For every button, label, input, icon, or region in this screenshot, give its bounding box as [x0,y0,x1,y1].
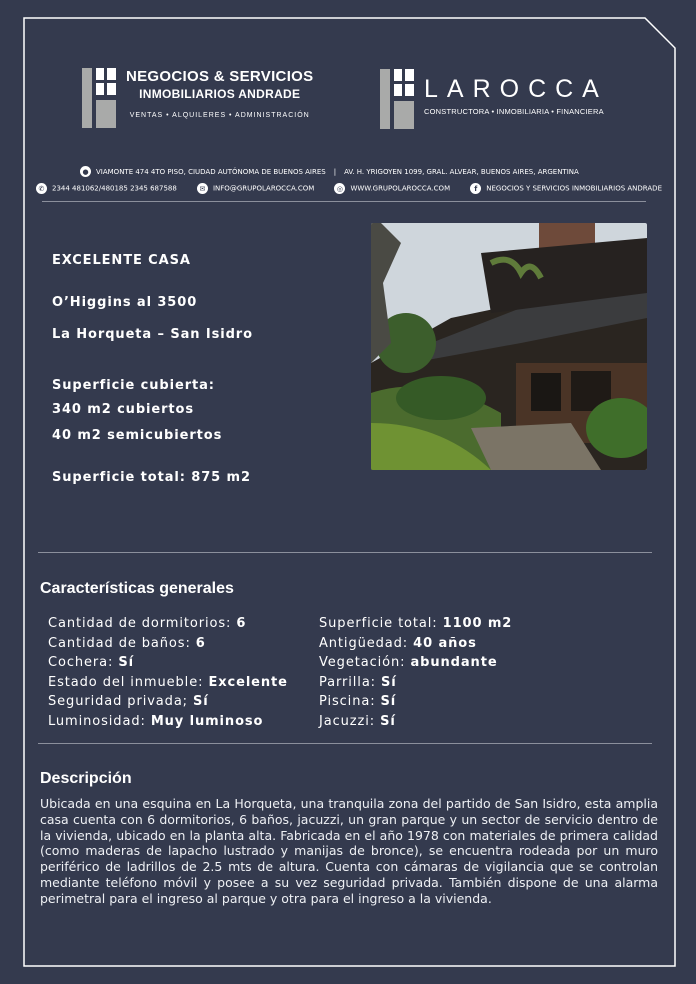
feature-value: Sí [118,655,134,670]
website-contact[interactable] [334,183,450,194]
feature-value: Sí [381,674,397,690]
feature-label: Luminosidad: [48,713,146,729]
phone-contact [36,183,177,194]
contact-addresses [80,166,600,177]
feature-value: abundante [410,655,498,670]
facebook-icon: f [470,183,481,194]
feature-row [48,634,288,654]
property-photo [371,223,647,470]
covered-surface-value: 340 m2 cubiertos [52,402,195,417]
email-icon: ✉ [197,183,208,194]
semicovered-surface-value: 40 m2 semicubiertos [52,428,223,443]
website-link[interactable]: WWW.GRUPOLAROCCA.COM [350,184,451,193]
brand-andrade-line2: INMOBILIARIOS ANDRADE [139,87,301,101]
feature-value: 6 [195,635,206,651]
feature-label: Cantidad de dormitorios: [48,616,232,631]
header-divider [42,201,646,202]
feature-value: Excelente [208,674,288,690]
feature-label: Parrilla: [319,674,376,690]
phone-text: 2344 481062/480185 2345 687588 [52,184,177,193]
feature-label: Superficie total: [319,616,438,631]
feature-value: 40 años [413,635,477,651]
property-area: La Horqueta – San Isidro [52,327,253,342]
larocca-logo-mark-icon [380,69,414,129]
feature-value: Muy luminoso [150,713,264,729]
feature-row [48,614,288,634]
feature-label: Vegetación: [319,655,406,670]
feature-row [319,634,512,654]
logo-larocca [380,69,608,129]
contact-channels [36,183,662,194]
feature-row [319,692,512,712]
globe-icon: ◎ [334,183,345,194]
feature-label: Seguridad privada; [48,694,188,709]
feature-value: Sí [380,713,396,729]
feature-label: Antigüedad: [319,635,409,651]
feature-value: Sí [380,694,397,709]
facebook-contact[interactable] [470,183,662,194]
feature-row [319,653,512,673]
address-buenos-aires: VIAMONTE 474 4TO PISO, CIUDAD AUTÓNOMA DE BUENOS AIRES [96,167,326,176]
features-left-column [48,614,288,731]
divider-description-top [38,743,652,744]
address-gral-alvear: AV. H. YRIGOYEN 1099, GRAL. ALVEAR, BUENOS AIRES, ARGENTINA [344,167,579,176]
phone-icon: ✆ [36,183,47,194]
brand-andrade-line1: NEGOCIOS & SERVICIOS [126,68,314,85]
total-surface: Superficie total: 875 m2 [52,470,251,485]
feature-row [319,712,512,732]
email-link[interactable]: INFO@GRUPOLAROCCA.COM [212,184,315,193]
features-title: Características generales [40,580,234,597]
feature-row [319,673,512,693]
feature-label: Cantidad de baños: [48,635,191,651]
location-pin-icon: ● [80,166,91,177]
covered-surface-label: Superficie cubierta: [52,378,215,393]
feature-row [48,653,288,673]
email-contact[interactable] [197,183,314,194]
facebook-link[interactable]: NEGOCIOS Y SERVICIOS INMOBILIARIOS ANDRADE [486,184,662,193]
logo-andrade [82,68,313,128]
feature-label: Estado del inmueble: [48,674,204,690]
feature-value: 1100 m2 [442,616,513,631]
description-title: Descripción [40,770,132,787]
feature-label: Cochera: [48,655,114,670]
feature-label: Piscina: [319,694,376,709]
feature-row [48,673,288,693]
brand-larocca-tagline: CONSTRUCTORA • INMOBILIARIA • FINANCIERA [424,107,604,116]
description-text: Ubicada en una esquina en La Horqueta, una tranquila zona del partido de San Isidro, esta amplia casa cuenta con 6 dormitorios, 6 baños, jacuzzi, un gran parque y un sector de servicio dentro de la vivienda, ubicado en la planta alta. Fabricada en el año 1978 con materiales de primera calidad (como maderas de lapacho lustrado y manijas de bronce), se encuentra rodeada por un muro periférico de ladrillos de 2.5 mts de altura. Cuenta con cámaras de vigilancia que se controlan mediante teléfono móvil y posee a su vez seguridad privada. También dispone de una alarma perimetral para el ingreso al parque y otra para el ingreso a la vivienda. [40,796,658,906]
andrade-logo-mark-icon [82,68,116,128]
property-title: EXCELENTE CASA [52,253,191,268]
feature-label: Jacuzzi: [319,713,376,729]
brand-andrade-tagline: VENTAS • ALQUILERES • ADMINISTRACIÓN [129,112,310,119]
feature-value: 6 [236,616,247,631]
feature-row [319,614,512,634]
feature-row [48,712,288,732]
features-right-column [319,614,512,731]
divider-features-top [38,552,652,553]
feature-row [48,692,288,712]
property-street: O’Higgins al 3500 [52,295,198,310]
brand-larocca-name: LAROCCA [424,75,608,103]
feature-value: Sí [193,694,209,709]
address-separator: | [333,167,337,176]
